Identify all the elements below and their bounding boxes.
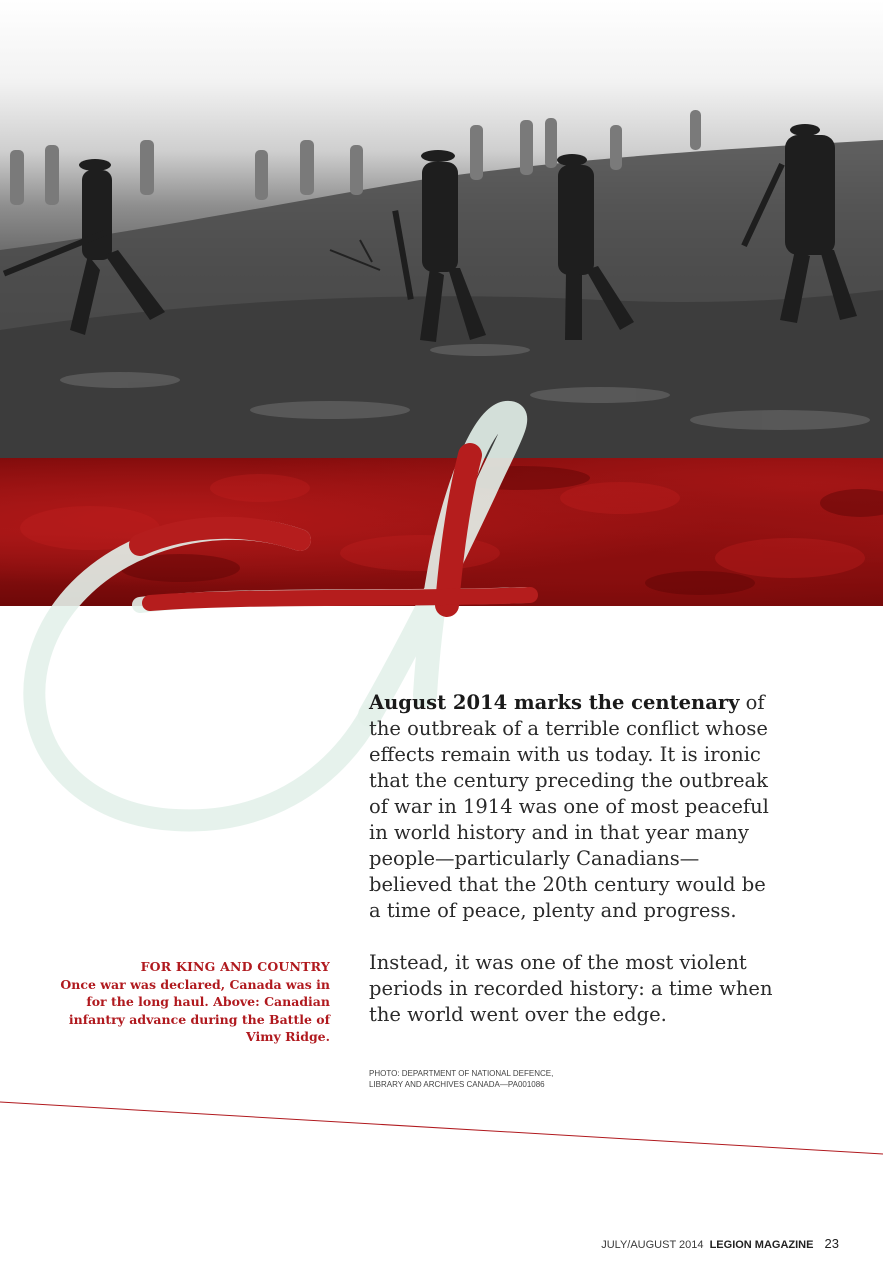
caption-text: Once war was declared, Canada was in for the long haul. Above: Canadian infantry advance during the Battle of Vimy Ridge. bbox=[60, 976, 330, 1044]
issue-date: JULY/AUGUST 2014 bbox=[601, 1239, 704, 1251]
magazine-name: LEGION MAGAZINE bbox=[709, 1239, 814, 1251]
lead-in-rest: of the outbreak of a terrible conflict whose effects remain with us today. It is ironic that the century preceding the outbreak of war in 1914 was one of most peaceful in world history and in that year many people—particularly Canadians—believed that the 20th century would be a time of peace, plenty and progress. bbox=[369, 691, 769, 922]
caption-title: FOR KING AND COUNTRY bbox=[140, 959, 330, 974]
lead-in-bold: August 2014 marks the centenary bbox=[369, 691, 740, 714]
credit-line-2: LIBRARY AND ARCHIVES CANADA—PA001086 bbox=[369, 1080, 545, 1089]
page-number: 23 bbox=[824, 1236, 839, 1251]
credit-line-1: PHOTO: DEPARTMENT OF NATIONAL DEFENCE, bbox=[369, 1069, 554, 1078]
paragraph-2: Instead, it was one of the most violent periods in recorded history: a time when the world went over the edge. bbox=[369, 951, 773, 1026]
page-folio bbox=[601, 1236, 839, 1251]
